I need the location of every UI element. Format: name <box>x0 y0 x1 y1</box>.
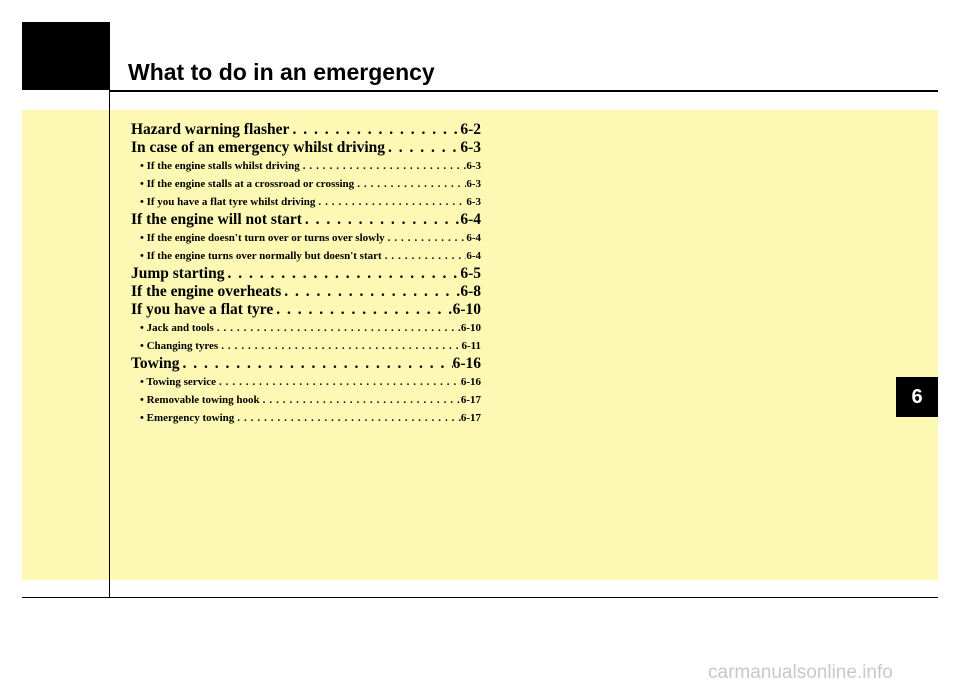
toc-entry-label: Hazard warning flasher <box>131 121 290 138</box>
toc-leader-dots <box>234 409 461 427</box>
toc-entry-label: Jump starting <box>131 265 225 282</box>
toc-leader-dots <box>300 157 467 175</box>
toc-entry-label: • Towing service <box>140 376 216 388</box>
toc-entry-will-not-start[interactable] <box>131 211 481 229</box>
toc-leader-dots <box>382 247 467 265</box>
toc-entry-towing[interactable] <box>131 355 481 373</box>
toc-leader-dots <box>385 229 467 247</box>
toc-subentry-towing-service[interactable] <box>131 373 481 391</box>
toc-page-number: 6-11 <box>461 340 481 352</box>
toc-leader-dots <box>289 121 460 139</box>
toc-page-number: 6-16 <box>452 355 481 372</box>
toc-subentry-removable-hook[interactable] <box>131 391 481 409</box>
toc-leader-dots <box>315 193 466 211</box>
toc-subentry-stalls-crossroad[interactable] <box>131 175 481 193</box>
toc-entry-label: • Removable towing hook <box>140 394 260 406</box>
toc-entry-label: • If the engine stalls at a crossroad or crossing <box>140 178 355 190</box>
chapter-number-tab: 6 <box>896 377 938 417</box>
toc-subentry-no-turn[interactable] <box>131 229 481 247</box>
toc-leader-dots <box>273 301 452 319</box>
toc-entry-label: • If the engine doesn't turn over or turns over slowly <box>140 232 385 244</box>
toc-leader-dots <box>214 319 461 337</box>
toc-entry-label: • Emergency towing <box>140 412 235 424</box>
toc-entry-label: • If the engine turns over normally but doesn't start <box>140 250 382 262</box>
toc-page-number: 6-3 <box>466 196 481 208</box>
toc-page-number: 6-4 <box>466 250 481 262</box>
toc-entry-flat-tyre[interactable] <box>131 301 481 319</box>
toc-page-number: 6-17 <box>460 412 481 424</box>
vertical-rule <box>109 22 110 598</box>
toc-entry-label: Towing <box>131 355 180 372</box>
toc-leader-dots <box>216 373 461 391</box>
header-rule <box>109 90 938 92</box>
toc-leader-dots <box>218 337 461 355</box>
toc-page-number: 6-4 <box>466 232 481 244</box>
toc-leader-dots <box>224 265 460 283</box>
toc-subentry-emergency-towing[interactable] <box>131 409 481 427</box>
toc-leader-dots <box>354 175 466 193</box>
toc-entry-hazard[interactable] <box>131 121 481 139</box>
toc-entry-label: In case of an emergency whilst driving <box>131 139 386 156</box>
toc-subentry-jack-tools[interactable] <box>131 319 481 337</box>
toc-page-number: 6-10 <box>460 322 481 334</box>
watermark-text: carmanualsonline.info <box>708 662 893 683</box>
toc-page-number: 6-16 <box>460 376 481 388</box>
toc-page-number: 6-2 <box>460 121 481 138</box>
toc-subentry-flat-driving[interactable] <box>131 193 481 211</box>
toc-entry-label: • Changing tyres <box>140 340 219 352</box>
toc-page-number: 6-17 <box>460 394 481 406</box>
toc-page-number: 6-4 <box>460 211 481 228</box>
table-of-contents <box>131 121 481 427</box>
toc-subentry-stalls-driving[interactable] <box>131 157 481 175</box>
toc-entry-label: If the engine will not start <box>131 211 302 228</box>
toc-subentry-turns-normally[interactable] <box>131 247 481 265</box>
toc-leader-dots <box>260 391 461 409</box>
toc-page-number: 6-3 <box>466 160 481 172</box>
toc-page-number: 6-3 <box>460 139 481 156</box>
toc-page-number: 6-10 <box>452 301 481 318</box>
toc-page-number: 6-3 <box>466 178 481 190</box>
toc-entry-jump[interactable] <box>131 265 481 283</box>
toc-leader-dots <box>281 283 460 301</box>
toc-subentry-changing-tyres[interactable] <box>131 337 481 355</box>
toc-entry-label: • Jack and tools <box>140 322 214 334</box>
toc-entry-label: • If the engine stalls whilst driving <box>140 160 300 172</box>
toc-entry-overheats[interactable] <box>131 283 481 301</box>
toc-page-number: 6-5 <box>460 265 481 282</box>
page-title: What to do in an emergency <box>128 59 435 85</box>
toc-page-number: 6-8 <box>460 283 481 300</box>
toc-entry-label: • If you have a flat tyre whilst driving <box>140 196 316 208</box>
toc-entry-label: If you have a flat tyre <box>131 301 274 318</box>
toc-leader-dots <box>302 211 460 229</box>
header-black-tab <box>22 22 110 90</box>
toc-entry-label: If the engine overheats <box>131 283 282 300</box>
toc-leader-dots <box>180 355 453 373</box>
toc-leader-dots <box>385 139 460 157</box>
footer-rule <box>22 597 938 598</box>
toc-entry-in-case[interactable] <box>131 139 481 157</box>
